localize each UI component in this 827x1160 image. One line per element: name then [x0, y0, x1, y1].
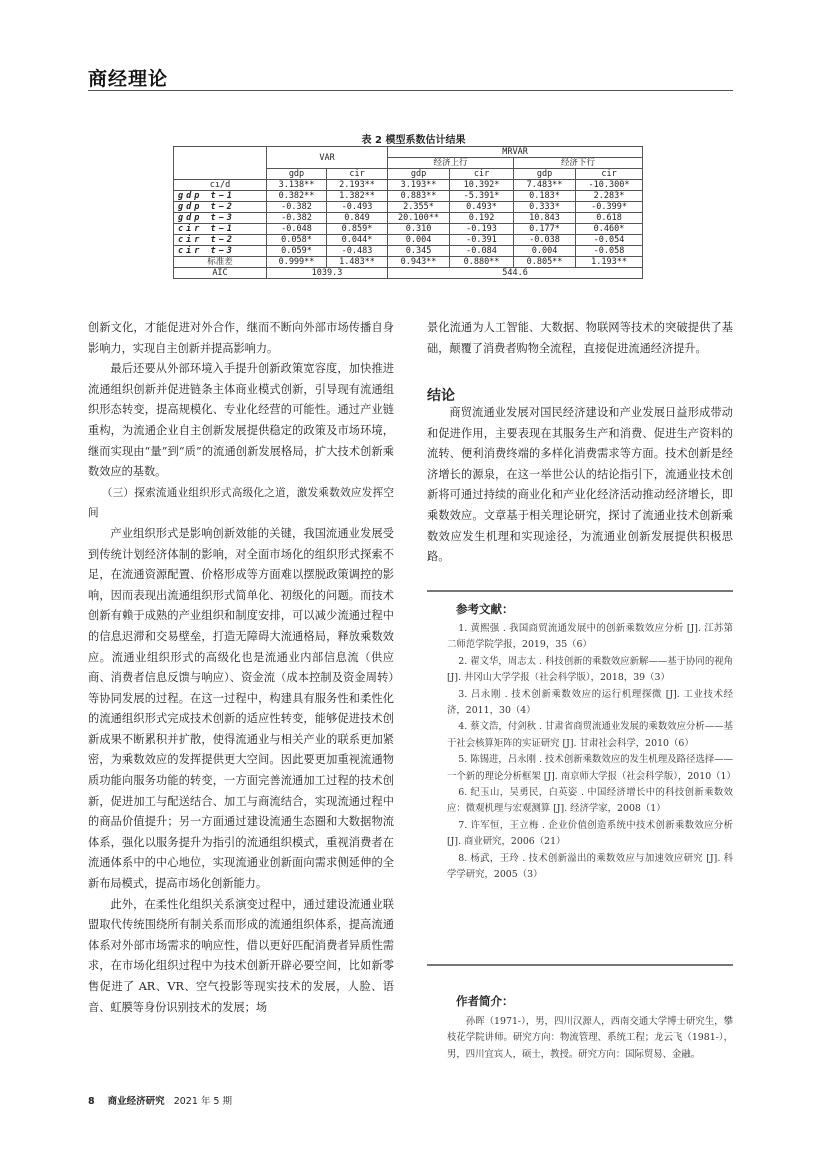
table-cell: 0.192: [450, 213, 514, 224]
references-bottom-divider: [427, 964, 733, 966]
subcolumn-header: cir: [576, 169, 643, 180]
mrvar-header: MRVAR: [388, 147, 643, 158]
coefficient-table: [173, 146, 643, 279]
table-cell: 0.618: [576, 213, 643, 224]
table-cell: 2.355*: [388, 202, 450, 213]
subcolumn-header: gdp: [514, 169, 576, 180]
row-label: 标准差: [174, 257, 267, 268]
page-footer: [88, 1093, 232, 1107]
table-cell: -0.058: [576, 246, 643, 257]
author-bio-heading: 作者简介：: [456, 994, 514, 1008]
issue-label: 2021 年 5 期: [173, 1096, 232, 1107]
reference-item: 6. 纪玉山，吴勇民，白英姿 . 中国经济增长中的科技创新乘数效应：微观机理与宏观测算 [J]. 经济学家，2008（1）: [447, 787, 733, 815]
table-cell: -0.084: [450, 246, 514, 257]
table-cell: -0.391: [450, 235, 514, 246]
table-cell: 0.805**: [514, 257, 576, 268]
table-cell: -0.193: [450, 224, 514, 235]
table-cell: -0.382: [267, 202, 327, 213]
table-row: [174, 213, 643, 224]
subcolumn-header: gdp: [388, 169, 450, 180]
table-cell: 0.044*: [327, 235, 388, 246]
section-title: 商经理论: [88, 68, 169, 90]
table-cell: 3.193**: [388, 180, 450, 191]
page-number: 8: [88, 1096, 95, 1107]
subsection-heading: （三）探索流通业组织形式高级化之道，激发乘数效应发挥空间: [88, 486, 394, 520]
table-row: [174, 191, 643, 202]
table-cell: 0.382**: [267, 191, 327, 202]
reference-item: 4. 蔡文浩，付剑秋 . 甘肃省商贸流通业发展的乘数效应分析——基于社会核算矩阵的实证研究 [J]. 甘肃社会科学，2010（6）: [447, 721, 733, 749]
table-cell: 0.058*: [267, 235, 327, 246]
table-cell: 20.100**: [388, 213, 450, 224]
table-cell: -0.048: [267, 224, 327, 235]
table-row: [174, 224, 643, 235]
aic-label: AIC: [174, 268, 267, 279]
reference-item: 1. 黄熙强 . 我国商贸流通发展中的创新乘数效应分析 [J]. 江苏第二师范学院学报，2019，35（6）: [447, 623, 733, 651]
table-cell: 0.333*: [514, 202, 576, 213]
subcolumn-header: gdp: [267, 169, 327, 180]
table-row: [174, 202, 643, 213]
paragraph: 商贸流通业发展对国民经济建设和产业发展日益形成带动和促进作用，主要表现在其服务生产和消费、促进生产资料的流转、便利消费终端的多样化消费需求等方面。技术创新是经济增长的源泉，在这一举世公认的结论指引下，流通业技术创新将可通过持续的商业化和产业化经济活动推动经济增长，即乘数效应。文章基于相关理论研究，探讨了流通业技术创新乘数效应发生机理和实现途径，为流通业创新发展提供积极思路。: [427, 406, 733, 564]
reference-item: 2. 翟文华，周志太 . 科技创新的乘数效应新解——基于协同的视角 [J]. 井冈山大学学报（社会科学版），2018，39（3）: [447, 655, 733, 684]
table-cell: 1.193**: [576, 257, 643, 268]
subcolumn-header: cir: [450, 169, 514, 180]
table-cell: 0.310: [388, 224, 450, 235]
paragraph: 此外，在柔性化组织关系演变过程中，通过建设流通业联盟取代传统围绕所有制关系而形成的流通组织体系，提高流通体系对外部市场需求的响应性，借以更好匹配消费者异质性需求，在市场化组织过程中为技术创新开辟必要空间，比如新零售促进了 AR、VR、空气投影等现实技术的发展，人脸、语音、虹膜等身份识别技术的发展；场: [88, 897, 394, 1014]
row-label: cir t−2: [174, 235, 267, 246]
row-label: gdp t−1: [174, 191, 267, 202]
paragraph: 景化流通为人工智能、大数据、物联网等技术的突破提供了基础，颠覆了消费者购物全流程，直接促进流通经济提升。: [427, 321, 733, 355]
table-cell: -0.399*: [576, 202, 643, 213]
journal-name: 商业经济研究: [107, 1096, 165, 1107]
table-row: [174, 257, 643, 268]
table-row: [174, 180, 643, 191]
reference-item: 8. 杨武，王玲 . 技术创新溢出的乘数效应与加速效应研究 [J]. 科学学研究，2005（3）: [447, 852, 733, 881]
table-cell: 0.859*: [327, 224, 388, 235]
references-heading: 参考文献：: [456, 602, 514, 616]
table-caption: 表 2 模型系数估计结果: [361, 135, 466, 146]
aic-mrvar-value: 544.6: [388, 268, 643, 279]
references-list: [447, 621, 736, 884]
right-column: [427, 318, 733, 359]
table-cell: 0.849: [327, 213, 388, 224]
table-cell: 10.843: [514, 213, 576, 224]
table-cell: 1.382**: [327, 191, 388, 202]
table-cell: 0.177*: [514, 224, 576, 235]
table-row: [174, 235, 643, 246]
references-top-divider: [427, 590, 733, 592]
table-cell: 3.138**: [267, 180, 327, 191]
left-column: [88, 318, 394, 1018]
table-corner-cell: [174, 147, 267, 180]
row-label: cir t−3: [174, 246, 267, 257]
reference-item: 5. 陈锡进，吕永刚 . 技术创新乘数效应的发生机理及路径选择——一个新的理论分析框架 [J]. 南京师大学报（社会科学版），2010（1）: [447, 754, 736, 782]
table-cell: 0.460*: [576, 224, 643, 235]
table-cell: 0.883**: [388, 191, 450, 202]
conclusion-body: [427, 403, 733, 568]
reference-item: 3. 吕永刚 . 技术创新乘数效应的运行机理探微 [J]. 工业技术经济，2011，30（4）: [447, 688, 733, 717]
table-cell: 2.283*: [576, 191, 643, 202]
paragraph: 产业组织形式是影响创新效能的关键，我国流通业发展受到传统计划经济体制的影响，对全面市场化的组织形式探索不足，在流通资源配置、价格形成等方面难以摆脱政策调控的影响，因而表现出流通组织形式简单化、初级化的问题。而技术创新有赖于成熟的产业组织和制度安排，可以减少流通过程中的信息迟滞和交易壁垒，打造无障碍大流通格局，释放乘数效应。流通业组织形式的高级化也是流通业内部信息流（供应商、消费者信息反馈与响应）、资金流（成本控制及资金周转）等协同发展的过程。在这一过程中，构建具有服务性和柔性化的流通组织形式完成技术创新的适应性转变，能够促进技术创新成果不断累积并扩散，使得流通业与相关产业的联系更加紧密，为乘数效应的发挥提供更大空间。因此要更加重视流通物质功能向服务功能的转变，一方面完善流通加工过程的技术创新，促进加工与配送结合、加工与商流结合，实现流通过程中的商品价值提升；另一方面通过建设流通生态圈和大数据物流体系，强化以服务提升为指引的流通组织模式，重视消费者在流通体系中的中心地位，实现流通业创新面向需求侧延伸的全新布局模式，提高市场化创新能力。: [88, 526, 394, 891]
table-cell: -5.391*: [450, 191, 514, 202]
aic-var-value: 1039.3: [267, 268, 388, 279]
table-cell: -0.493: [327, 202, 388, 213]
row-label: cı/d: [174, 180, 267, 191]
table-cell: 2.193**: [327, 180, 388, 191]
var-header: VAR: [267, 147, 388, 169]
table-cell: -0.054: [576, 235, 643, 246]
table-cell: 0.059*: [267, 246, 327, 257]
table-cell: 1.483**: [327, 257, 388, 268]
upturn-header: 经济上行: [388, 158, 514, 169]
table-cell: -0.038: [514, 235, 576, 246]
table-cell: 0.943**: [388, 257, 450, 268]
table-cell: -10.300*: [576, 180, 643, 191]
table-cell: 7.483**: [514, 180, 576, 191]
paragraph: 最后还要从外部环境入手提升创新政策宽容度，加快推进流通组织创新并促进链条主体商业模式创新，引导现有流通组织形态转变，提高规模化、专业化经营的可能性。通过产业链重构，为流通企业自主创新发展提供稳定的政策及市场环境，继而实现由“量”到“质”的流通创新发展格局，扩大技术创新乘数效应的基数。: [88, 362, 394, 479]
table-cell: -0.483: [327, 246, 388, 257]
table-cell: 10.392*: [450, 180, 514, 191]
table-cell: 0.004: [388, 235, 450, 246]
table-cell: 0.493*: [450, 202, 514, 213]
table-cell: -0.382: [267, 213, 327, 224]
table-row: [174, 246, 643, 257]
reference-item: 7. 许军恒，王立梅 . 企业价值创造系统中技术创新乘数效应分析 [J]. 商业研究，2006（21）: [447, 819, 733, 848]
author-bio: [447, 1014, 733, 1063]
table-cell: 0.999**: [267, 257, 327, 268]
row-label: gdp t−3: [174, 213, 267, 224]
table-cell: 0.880**: [450, 257, 514, 268]
author-bio-text: 孙晖（1971-），男，四川汉源人，西南交通大学博士研究生，攀枝花学院讲师。研究方向：物流管理、系统工程；龙云飞（1981-），男，四川宜宾人，硕士，教授。研究方向：国际贸易、金融。: [447, 1016, 733, 1060]
header-divider: [88, 90, 733, 91]
conclusion-heading: 结论: [427, 388, 455, 404]
row-label: cir t−1: [174, 224, 267, 235]
row-label: gdp t−2: [174, 202, 267, 213]
aic-row: [174, 268, 643, 279]
table-cell: 0.345: [388, 246, 450, 257]
table-cell: 0.183*: [514, 191, 576, 202]
subcolumn-header: cir: [327, 169, 388, 180]
downturn-header: 经济下行: [514, 158, 643, 169]
table-cell: 0.004: [514, 246, 576, 257]
paragraph: 创新文化，才能促进对外合作，继而不断向外部市场传播自身影响力，实现自主创新并提高影响力。: [88, 321, 394, 355]
